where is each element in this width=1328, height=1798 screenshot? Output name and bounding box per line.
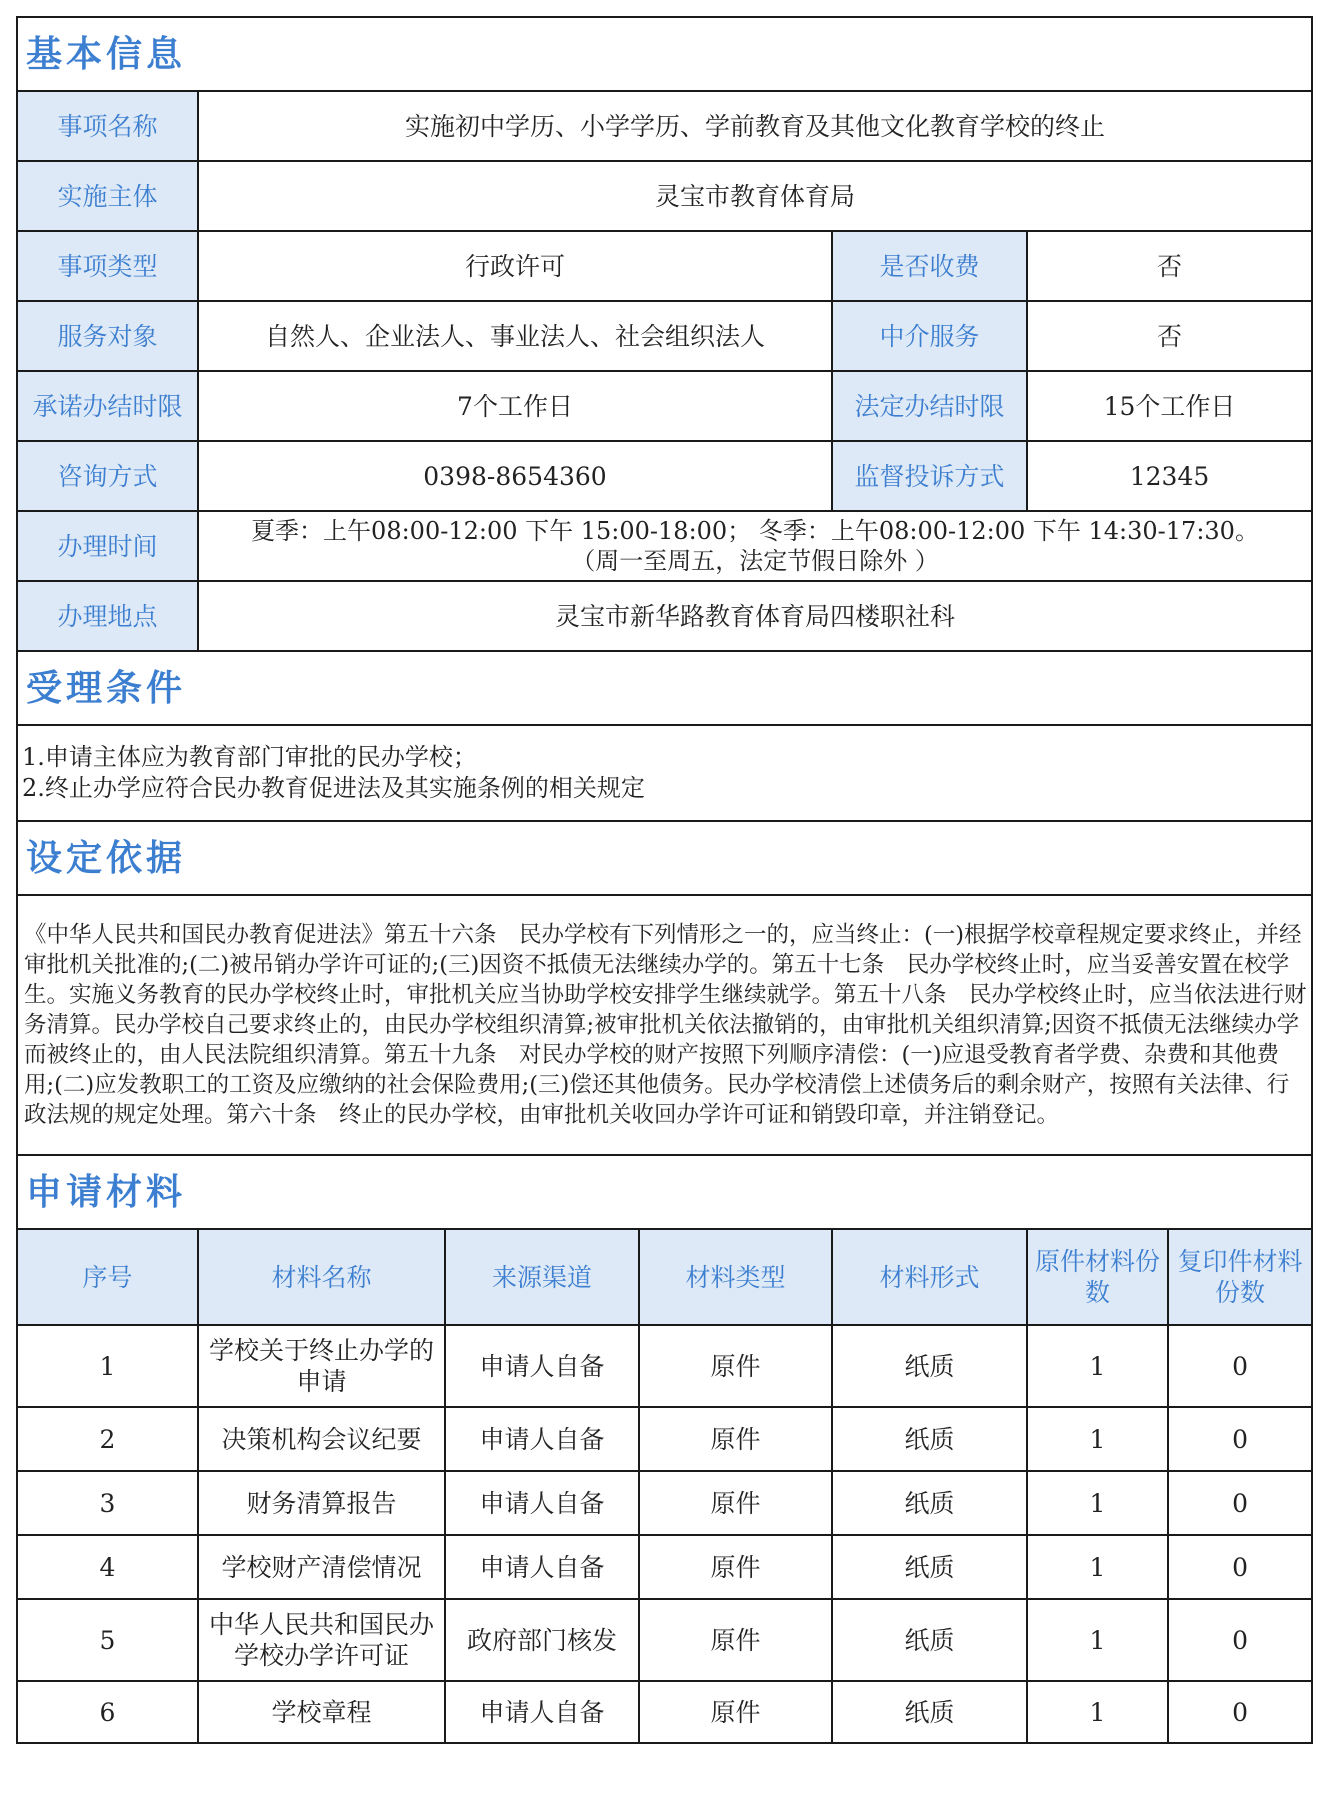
row-form: 纸质 bbox=[832, 1407, 1027, 1471]
service-target-value: 自然人、企业法人、事业法人、社会组织法人 bbox=[198, 301, 832, 371]
table-row bbox=[17, 1471, 1312, 1535]
hours-line-2: （周一至周五，法定节假日除外 ） bbox=[571, 547, 939, 575]
col-header-name: 材料名称 bbox=[198, 1229, 445, 1325]
promised-time-value: 7个工作日 bbox=[198, 371, 832, 441]
item-name-value: 实施初中学历、小学学历、学前教育及其他文化教育学校的终止 bbox=[198, 91, 1312, 161]
col-header-source: 来源渠道 bbox=[445, 1229, 639, 1325]
row-original-count: 1 bbox=[1027, 1599, 1168, 1681]
row-material-name: 学校章程 bbox=[198, 1681, 445, 1743]
basic-info-header-row bbox=[17, 17, 1312, 91]
location-row bbox=[17, 581, 1312, 651]
conditions-section-title: 受理条件 bbox=[17, 651, 1312, 725]
row-type: 原件 bbox=[639, 1535, 832, 1599]
row-index: 4 bbox=[17, 1535, 198, 1599]
row-original-count: 1 bbox=[1027, 1471, 1168, 1535]
table-row bbox=[17, 1407, 1312, 1471]
legal-time-value: 15个工作日 bbox=[1027, 371, 1312, 441]
row-type: 原件 bbox=[639, 1471, 832, 1535]
row-index: 3 bbox=[17, 1471, 198, 1535]
row-form: 纸质 bbox=[832, 1599, 1027, 1681]
row-index: 1 bbox=[17, 1325, 198, 1407]
contact-row bbox=[17, 441, 1312, 511]
row-original-count: 1 bbox=[1027, 1325, 1168, 1407]
row-index: 2 bbox=[17, 1407, 198, 1471]
row-source: 申请人自备 bbox=[445, 1407, 639, 1471]
basis-text: 《中华人民共和国民办教育促进法》第五十六条 民办学校有下列情形之一的，应当终止：(一)根据学校章程规定要求终止，并经审批机关批准的;(二)被吊销办学许可证的;(三)因资不抵债无法继续办学的。第五十七条 民办学校终止时，应当妥善安置在校学生。实施义务教育的民办学校终止时，审批机关应当协助学校安排学生继续就学。第五十八条 民办学校终止时，应当依法进行财务清算。民办学校自己要求终止的，由民办学校组织清算;被审批机关依法撤销的，由审批机关组织清算;因资不抵债无法继续办学而被终止的，由人民法院组织清算。第五十九条 对民办学校的财产按照下列顺序清偿：(一)应退受教育者学费、杂费和其他费用;(二)应发教职工的工资及应缴纳的社会保险费用;(三)偿还其他债务。民办学校清偿上述债务后的剩余财产，按照有关法律、行政法规的规定处理。第六十条 终止的民办学校，由审批机关收回办学许可证和销毁印章，并注销登记。 bbox=[17, 895, 1312, 1155]
implementing-body-value: 灵宝市教育体育局 bbox=[198, 161, 1312, 231]
basic-info-section-title: 基本信息 bbox=[17, 17, 1312, 91]
row-original-count: 1 bbox=[1027, 1681, 1168, 1743]
row-index: 6 bbox=[17, 1681, 198, 1743]
col-header-index: 序号 bbox=[17, 1229, 198, 1325]
row-index: 5 bbox=[17, 1599, 198, 1681]
service-target-row bbox=[17, 301, 1312, 371]
basis-section-title: 设定依据 bbox=[17, 821, 1312, 895]
row-form: 纸质 bbox=[832, 1535, 1027, 1599]
row-type: 原件 bbox=[639, 1681, 832, 1743]
conditions-text bbox=[17, 725, 1312, 821]
col-header-copy-count: 复印件材料份数 bbox=[1168, 1229, 1312, 1325]
row-copy-count: 0 bbox=[1168, 1681, 1312, 1743]
row-copy-count: 0 bbox=[1168, 1535, 1312, 1599]
condition-item-2: 2.终止办学应符合民办教育促进法及其实施条例的相关规定 bbox=[22, 774, 645, 802]
item-type-label: 事项类型 bbox=[17, 231, 198, 301]
materials-section-title: 申请材料 bbox=[17, 1155, 1312, 1229]
row-form: 纸质 bbox=[832, 1681, 1027, 1743]
materials-header-row bbox=[17, 1155, 1312, 1229]
row-type: 原件 bbox=[639, 1325, 832, 1407]
item-name-label: 事项名称 bbox=[17, 91, 198, 161]
time-limit-row bbox=[17, 371, 1312, 441]
legal-time-label: 法定办结时限 bbox=[832, 371, 1027, 441]
hours-row bbox=[17, 511, 1312, 581]
row-type: 原件 bbox=[639, 1407, 832, 1471]
row-source: 申请人自备 bbox=[445, 1325, 639, 1407]
row-copy-count: 0 bbox=[1168, 1407, 1312, 1471]
basis-body-row bbox=[17, 895, 1312, 1155]
fee-label: 是否收费 bbox=[832, 231, 1027, 301]
row-source: 申请人自备 bbox=[445, 1681, 639, 1743]
hours-line-1: 夏季：上午08:00-12:00 下午 15:00-18:00； 冬季：上午08:00-12:00 下午 14:30-17:30。 bbox=[251, 517, 1259, 545]
table-row bbox=[17, 1325, 1312, 1407]
col-header-type: 材料类型 bbox=[639, 1229, 832, 1325]
row-source: 申请人自备 bbox=[445, 1471, 639, 1535]
table-row bbox=[17, 1681, 1312, 1743]
hours-value bbox=[198, 511, 1312, 581]
row-original-count: 1 bbox=[1027, 1535, 1168, 1599]
materials-column-headers bbox=[17, 1229, 1312, 1325]
consult-label: 咨询方式 bbox=[17, 441, 198, 511]
service-guide-table bbox=[16, 16, 1313, 1744]
intermediary-value: 否 bbox=[1027, 301, 1312, 371]
complaint-value: 12345 bbox=[1027, 441, 1312, 511]
row-source: 政府部门核发 bbox=[445, 1599, 639, 1681]
hours-label: 办理时间 bbox=[17, 511, 198, 581]
row-source: 申请人自备 bbox=[445, 1535, 639, 1599]
row-form: 纸质 bbox=[832, 1471, 1027, 1535]
conditions-body-row bbox=[17, 725, 1312, 821]
row-material-name: 财务清算报告 bbox=[198, 1471, 445, 1535]
row-material-name: 中华人民共和国民办学校办学许可证 bbox=[198, 1599, 445, 1681]
row-copy-count: 0 bbox=[1168, 1471, 1312, 1535]
condition-item-1: 1.申请主体应为教育部门审批的民办学校； bbox=[22, 743, 477, 771]
row-type: 原件 bbox=[639, 1599, 832, 1681]
row-original-count: 1 bbox=[1027, 1407, 1168, 1471]
table-row bbox=[17, 1535, 1312, 1599]
row-copy-count: 0 bbox=[1168, 1325, 1312, 1407]
item-type-row bbox=[17, 231, 1312, 301]
row-copy-count: 0 bbox=[1168, 1599, 1312, 1681]
item-name-row bbox=[17, 91, 1312, 161]
implementing-body-row bbox=[17, 161, 1312, 231]
col-header-form: 材料形式 bbox=[832, 1229, 1027, 1325]
intermediary-label: 中介服务 bbox=[832, 301, 1027, 371]
location-label: 办理地点 bbox=[17, 581, 198, 651]
row-material-name: 学校关于终止办学的申请 bbox=[198, 1325, 445, 1407]
conditions-header-row bbox=[17, 651, 1312, 725]
service-guide-sheet bbox=[16, 16, 1311, 1744]
col-header-original-count: 原件材料份数 bbox=[1027, 1229, 1168, 1325]
complaint-label: 监督投诉方式 bbox=[832, 441, 1027, 511]
promised-time-label: 承诺办结时限 bbox=[17, 371, 198, 441]
service-target-label: 服务对象 bbox=[17, 301, 198, 371]
item-type-value: 行政许可 bbox=[198, 231, 832, 301]
location-value: 灵宝市新华路教育体育局四楼职社科 bbox=[198, 581, 1312, 651]
table-row bbox=[17, 1599, 1312, 1681]
implementing-body-label: 实施主体 bbox=[17, 161, 198, 231]
row-material-name: 决策机构会议纪要 bbox=[198, 1407, 445, 1471]
fee-value: 否 bbox=[1027, 231, 1312, 301]
row-form: 纸质 bbox=[832, 1325, 1027, 1407]
consult-value: 0398-8654360 bbox=[198, 441, 832, 511]
row-material-name: 学校财产清偿情况 bbox=[198, 1535, 445, 1599]
basis-header-row bbox=[17, 821, 1312, 895]
